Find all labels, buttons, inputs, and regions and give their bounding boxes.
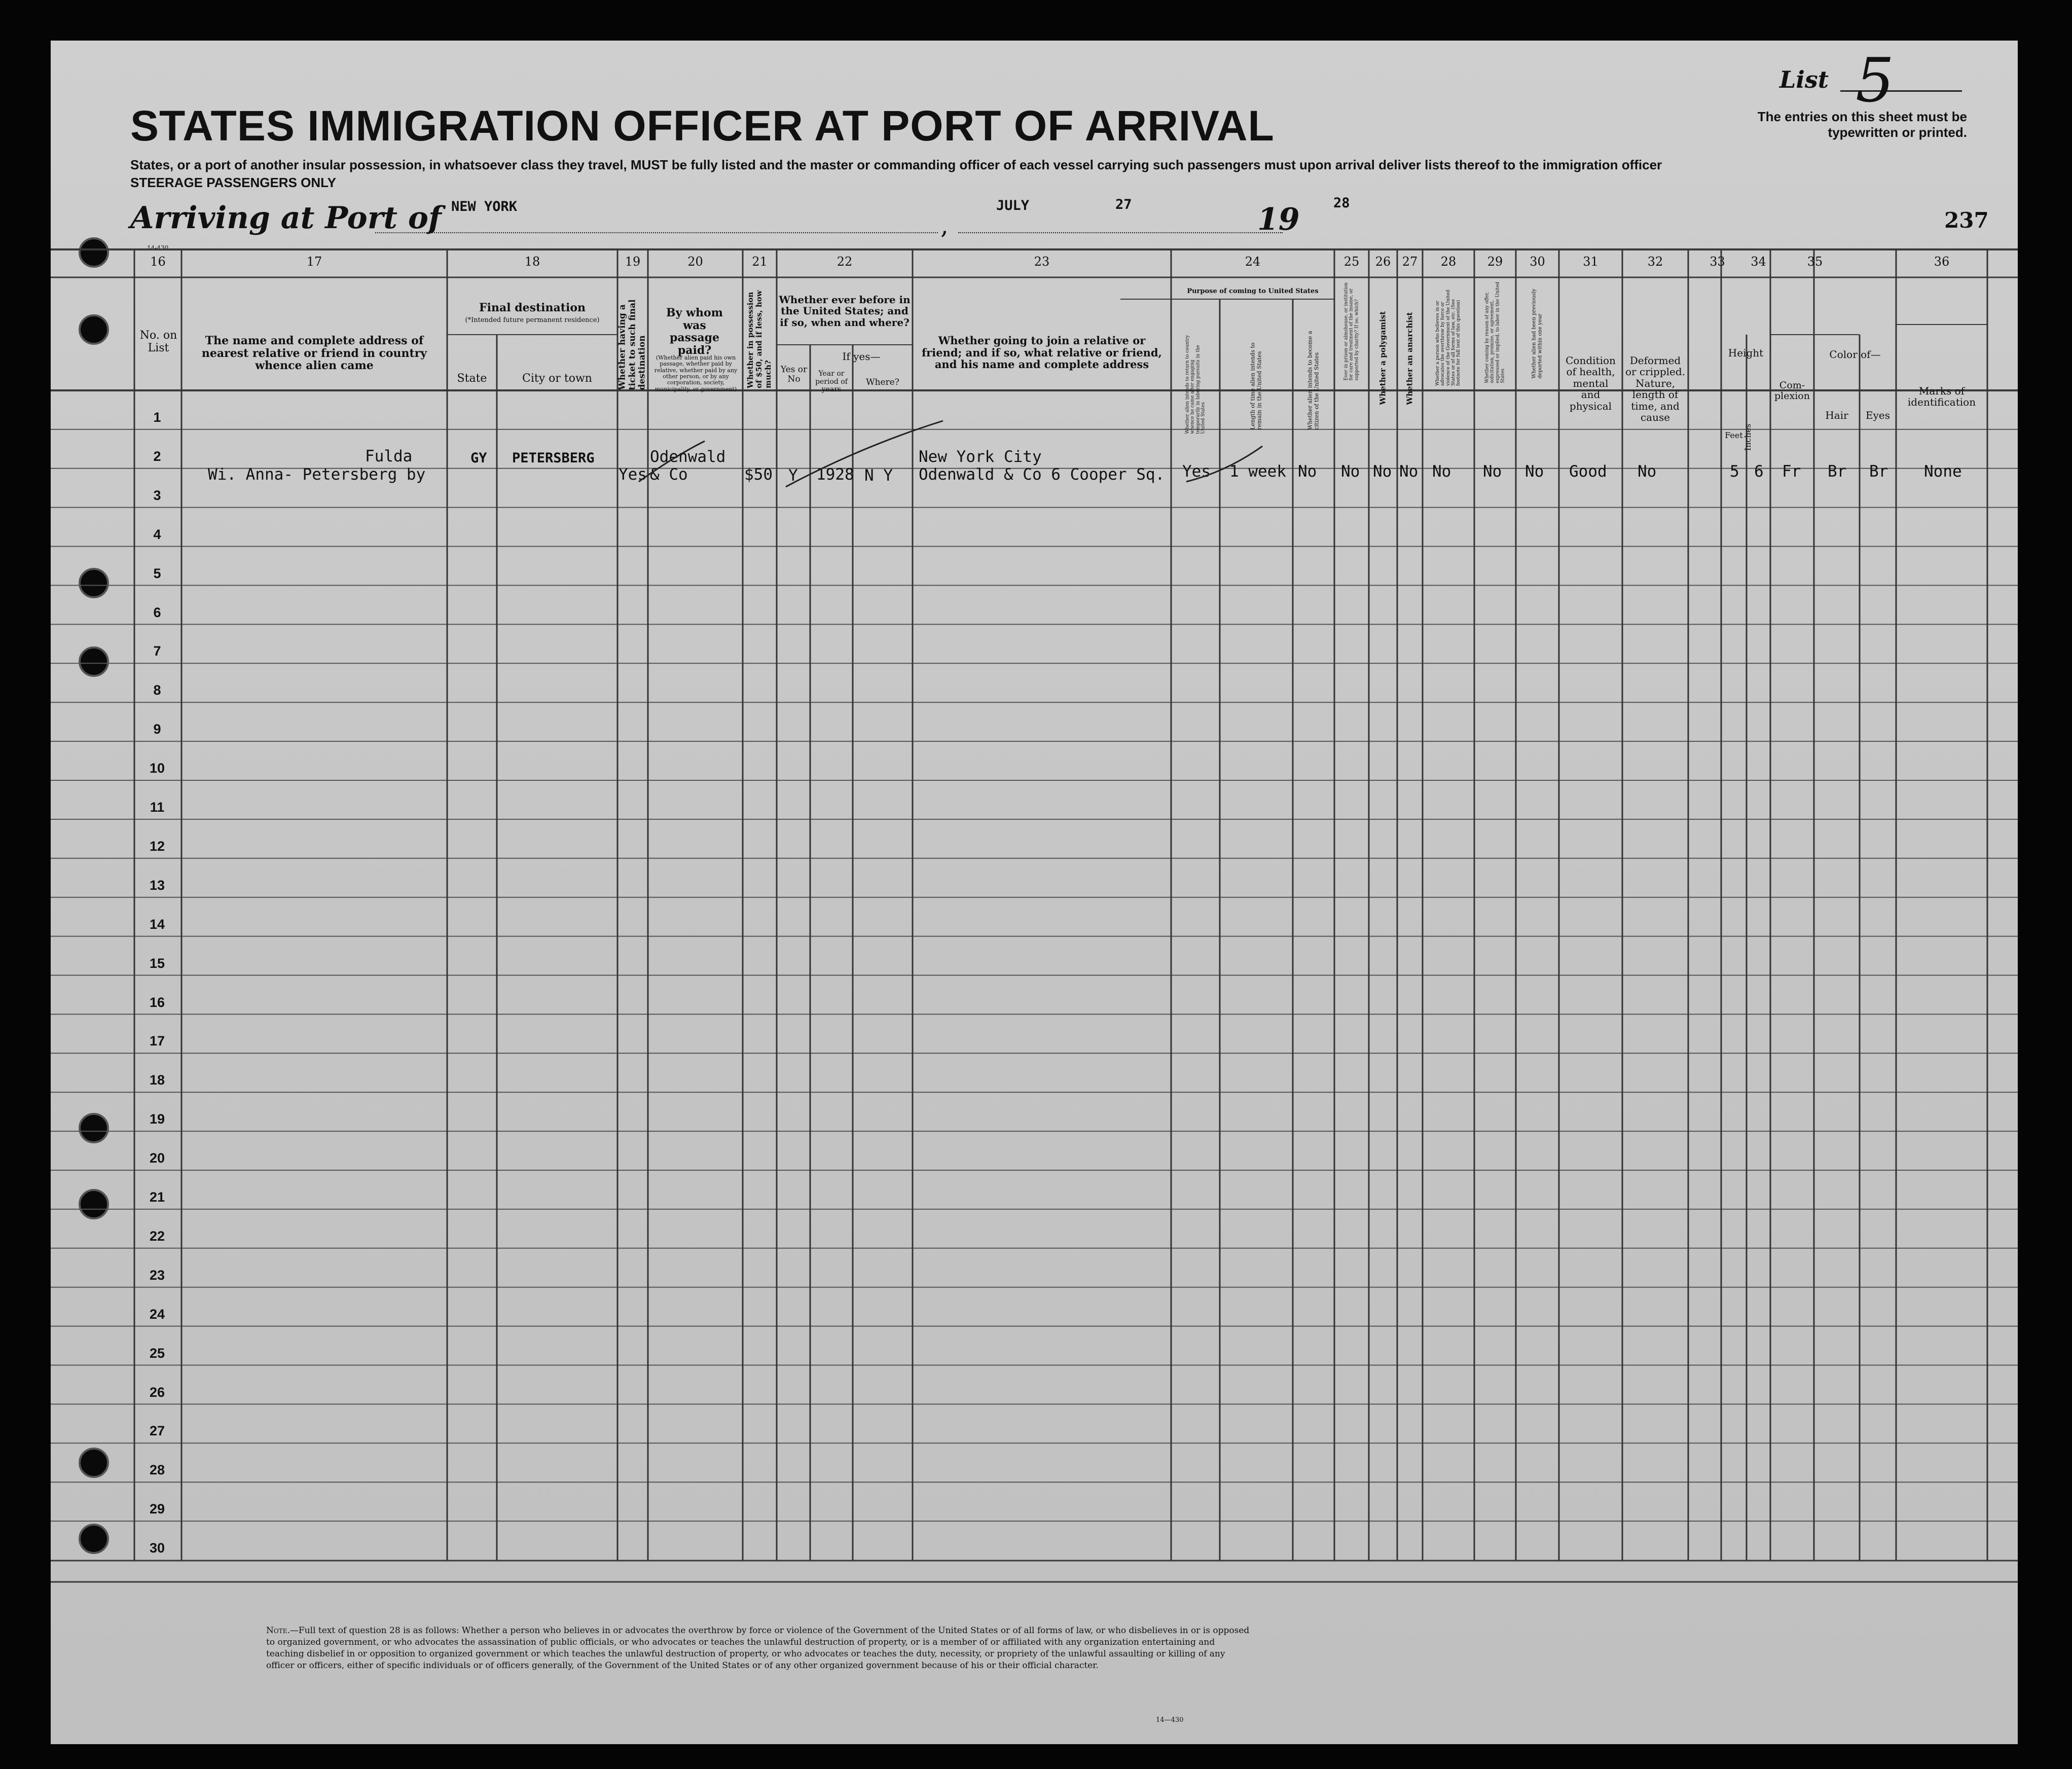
colnum-26: 26	[1375, 255, 1391, 269]
entry-affiliation: No	[1483, 462, 1502, 481]
colnum-23: 23	[1034, 255, 1050, 269]
typewritten-note: The entries on this sheet must be typewritten or printed.	[1757, 109, 1967, 140]
row-number: 23	[149, 1267, 165, 1283]
head-marks: Marks of identification	[1907, 385, 1976, 409]
head-state: State	[457, 372, 487, 385]
colnum-18: 18	[524, 255, 540, 269]
head-final-destination-sub: (*Intended future permanent residence)	[465, 316, 600, 324]
head-deformed: Deformed or crippled. Nature, length of time, and cause	[1625, 354, 1686, 423]
row-number: 11	[150, 800, 165, 815]
entry-complexion: Fr	[1782, 462, 1801, 481]
head-complexion: Com- plexion	[1774, 380, 1810, 402]
entry-passage-2: & Co	[650, 465, 688, 484]
row-number: 26	[149, 1384, 165, 1400]
year-prefix: 19	[1257, 202, 1300, 237]
colnum-19: 19	[625, 255, 641, 269]
entry-polygamist: No	[1373, 462, 1392, 481]
row-number: 15	[149, 955, 165, 971]
colnum-27: 27	[1402, 255, 1418, 269]
head-hair: Hair	[1825, 409, 1848, 421]
handwritten-marks	[51, 41, 2018, 1744]
list-label: List	[1779, 66, 1829, 93]
form-title: STATES IMMIGRATION OFFICER AT PORT OF ARRIVAL	[130, 102, 1275, 150]
row-number: 3	[153, 487, 161, 503]
colnum-32: 32	[1647, 255, 1663, 269]
page-number: 237	[1944, 208, 1989, 233]
head-purpose-a: Whether alien intends to return to country whence he came after engaging temporarily in laboring pursuits in the United States	[1185, 335, 1206, 434]
row-number: 22	[149, 1228, 165, 1244]
colnum-21: 21	[752, 255, 768, 269]
head-affiliation: Whether coming by reason of any offer, solicitation, promise, or agreement, expressed or implied, to labor in the United States	[1484, 281, 1506, 383]
entry-prison: No	[1341, 462, 1360, 481]
row-number: 13	[149, 877, 165, 893]
row-number: 10	[149, 761, 165, 776]
head-where: Where?	[866, 377, 899, 387]
head-ticket: Whether having a ticket to such final destination	[617, 299, 647, 390]
arriving-label: Arriving at Port of	[130, 200, 442, 236]
entry-deported: No	[1525, 462, 1544, 481]
entry-relative-place: Fulda	[365, 447, 413, 465]
entry-feet: 5	[1730, 462, 1739, 481]
head-ever-before: Whether ever before in the United States; and if so, when and where?	[779, 294, 911, 329]
entry-overthrow: No	[1432, 462, 1451, 481]
colnum-22: 22	[837, 255, 853, 269]
head-year-period: Year or period of years	[815, 370, 848, 394]
head-passage-sub: (Whether alien paid his own passage, whether paid by relative, whether paid by any other person, or by any corporation, society, municipality, or government)	[654, 354, 738, 392]
head-purpose-c: Whether alien intends to become a citizen of the United States	[1306, 331, 1320, 430]
entry-ever-before: Y	[788, 466, 798, 485]
entry-ticket: Yes	[619, 465, 647, 484]
entry-marks: None	[1924, 462, 1962, 481]
footnote-label: Note.	[266, 1626, 290, 1636]
row-number: 5	[153, 565, 161, 581]
comma: ,	[940, 210, 949, 240]
head-anarchist: Whether an anarchist	[1405, 312, 1414, 405]
head-final-destination: Final destination	[479, 301, 586, 314]
entry-relative: Wi. Anna- Petersberg by	[208, 465, 426, 484]
colnum-20: 20	[687, 255, 703, 269]
entry-inches: 6	[1754, 462, 1764, 481]
year-suffix: 28	[1333, 195, 1350, 211]
row-number: 27	[149, 1423, 165, 1439]
head-no-on-list: No. on List	[139, 329, 177, 354]
colnum-33: 33	[1710, 255, 1725, 269]
row-number: 7	[153, 643, 161, 659]
row-number: 20	[149, 1150, 165, 1166]
head-relative: The name and complete address of nearest relative or friend in country whence alien came	[201, 334, 427, 373]
entry-hair: Br	[1828, 462, 1847, 481]
entry-health: Good	[1569, 462, 1607, 481]
colnum-25: 25	[1343, 255, 1360, 269]
list-number: 5	[1856, 46, 1895, 116]
entry-eyes: Br	[1869, 462, 1888, 481]
entry-purpose-a: Yes	[1182, 462, 1211, 481]
head-prison: Ever in prison or almshouse, or institution for care and treatment of the insane, or supported by charity? If so, which?	[1343, 282, 1360, 381]
row-number: 17	[149, 1033, 165, 1049]
entry-purpose-b: 1 week	[1229, 462, 1286, 481]
entry-deformed: No	[1638, 462, 1657, 481]
row-number: 12	[149, 838, 165, 854]
month-value: JULY	[996, 198, 1030, 213]
day-value: 27	[1115, 197, 1132, 212]
row-number: 6	[153, 604, 161, 620]
row-number: 25	[149, 1345, 165, 1361]
entry-passage-1: Odenwald	[650, 448, 726, 466]
row-number: 29	[149, 1501, 165, 1517]
colnum-34: 34	[1751, 255, 1766, 269]
row-number: 1	[153, 410, 161, 425]
port-value: NEW YORK	[451, 199, 518, 214]
head-eyes: Eyes	[1866, 409, 1890, 421]
row-number: 4	[153, 526, 161, 542]
colnum-29: 29	[1487, 255, 1503, 269]
footnote-text: —Full text of question 28 is as follows: Whether a person who believes in or advocates the overthrow by force or violence of the Government of the United States or of all forms of law, or who disbelieves in or is opposed to organized government, or who advocates the assassination of public officials, or who advocates or teaches the unlawful destruction of property, or is a member of or affiliated with any organization entertaining and teaching disbelief in or opposition to organized government or which teaches the unlawful destruction of property, or who advocates or teaches the duty, necessity, or propriety of the unlawful assaulting or killing of any officer or officers, either of specific individuals or of officers generally, of the Government of the United States or of any other organized government because of his or their official character.	[266, 1626, 1250, 1671]
head-inches: Inches	[1742, 423, 1753, 451]
head-if-yes: If yes—	[842, 350, 881, 363]
colnum-28: 28	[1440, 255, 1457, 269]
row-number: 8	[153, 682, 161, 698]
row-number: 30	[149, 1540, 165, 1556]
entry-year: 1928	[816, 465, 854, 484]
head-yes-or-no: Yes or No	[780, 365, 808, 385]
head-city: City or town	[522, 372, 592, 385]
row-number: 2	[153, 448, 161, 464]
colnum-16: 16	[150, 255, 166, 269]
colnum-17: 17	[306, 255, 322, 269]
colnum-35: 35	[1807, 255, 1823, 269]
head-deported: Whether alien had been previously deported within one year	[1531, 288, 1543, 379]
entry-money: $50	[744, 465, 773, 484]
entry-joining-1: New York City	[919, 448, 1042, 466]
head-purpose: Purpose of coming to United States	[1187, 287, 1319, 295]
head-height: Height	[1728, 347, 1764, 359]
row-number: 9	[153, 721, 161, 737]
head-joining: Whether going to join a relative or friend; and if so, what relative or friend, and his name and complete address	[922, 334, 1162, 371]
steerage-label: STEERAGE PASSENGERS ONLY	[130, 175, 336, 190]
footnote-code: 14—430	[1156, 1716, 1184, 1724]
footnote	[266, 1625, 1255, 1672]
head-overthrow: Whether a person who believes in or advocates the overthrow by force or violence of the Government of the United States or of all forms of law, etc. (See footnote for full text of this question)	[1435, 290, 1462, 386]
row-number: 16	[149, 994, 165, 1010]
row-number: 14	[149, 916, 165, 932]
head-money: Whether in possession of $50, and if less, how much?	[746, 290, 773, 388]
instruction-line: States, or a port of another insular possession, in whatsoever class they travel, MUST be fully listed and the master or commanding officer of each vessel carrying such passengers must upon arrival deliver lists thereof to the immigration officer	[130, 157, 1662, 172]
entry-city: PETERSBERG	[512, 450, 595, 466]
row-number: 19	[149, 1111, 165, 1127]
row-number: 21	[149, 1189, 165, 1205]
entry-state: GY	[470, 450, 487, 466]
colnum-30: 30	[1530, 255, 1545, 269]
head-purpose-b: Length of time alien intends to remain in the United States	[1249, 342, 1262, 430]
form-code: 14-430	[147, 244, 169, 251]
manifest-sheet	[51, 41, 2018, 1744]
colnum-36: 36	[1934, 255, 1950, 269]
head-color-of: Color of—	[1829, 348, 1881, 360]
head-health: Condition of health, mental and physical	[1566, 354, 1616, 412]
head-polygamist: Whether a polygamist	[1378, 311, 1388, 405]
colnum-31: 31	[1583, 255, 1598, 269]
row-number: 18	[149, 1072, 165, 1088]
row-number: 28	[149, 1462, 165, 1478]
head-feet: Feet	[1725, 430, 1743, 440]
entry-anarchist: No	[1399, 462, 1419, 481]
entry-purpose-c: No	[1298, 462, 1317, 481]
head-passage-title: By whom was passage paid?	[666, 306, 723, 357]
entry-joining-2: Odenwald & Co 6 Cooper Sq.	[919, 465, 1165, 484]
colnum-24: 24	[1245, 255, 1261, 269]
entry-where: N Y	[864, 466, 893, 485]
row-number: 24	[149, 1306, 165, 1322]
